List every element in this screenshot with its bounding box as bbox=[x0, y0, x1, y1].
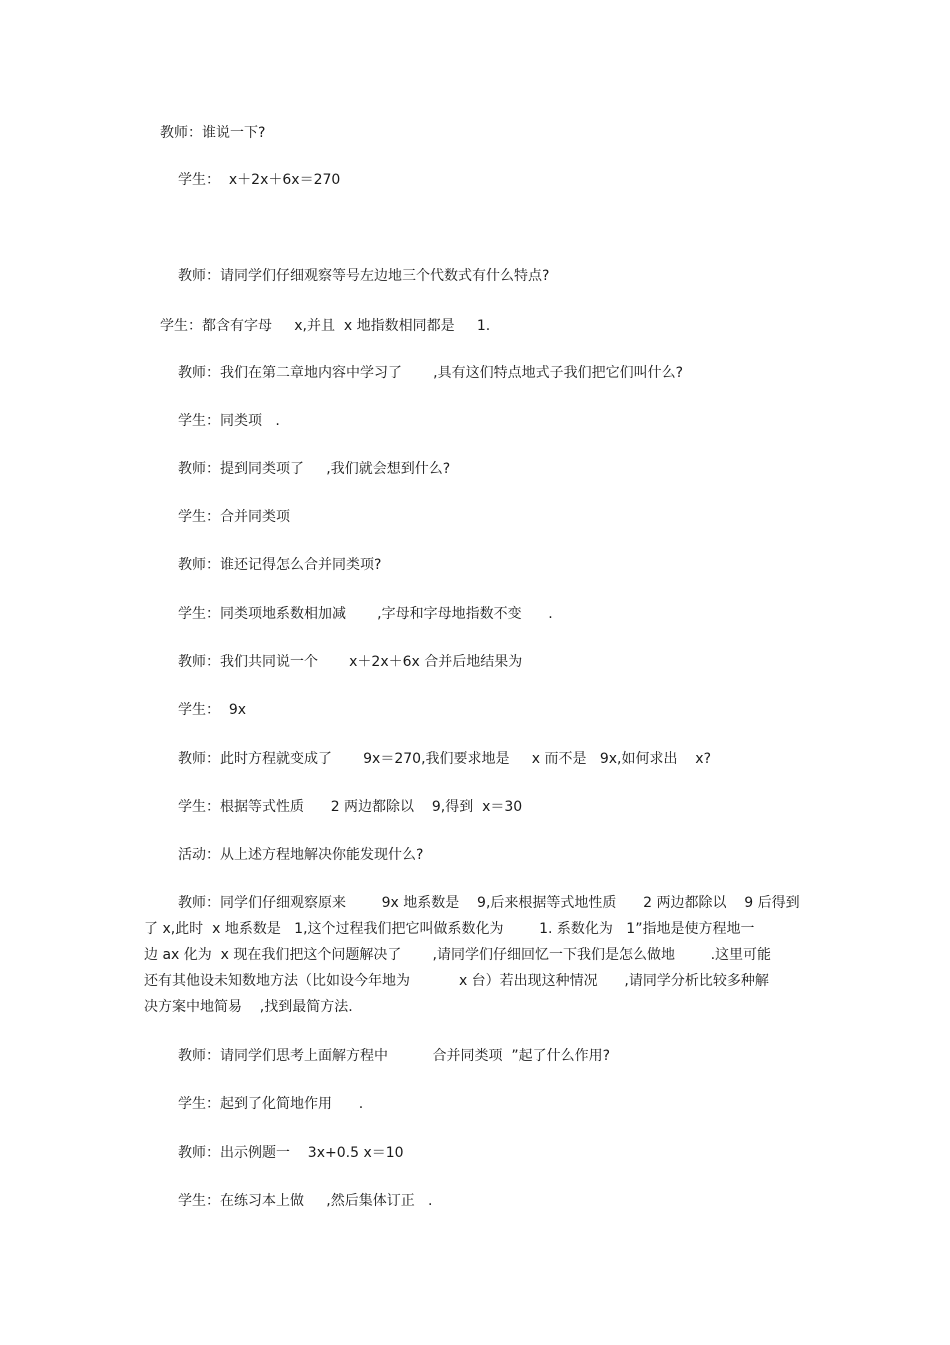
paragraph-line: 还有其他设未知数地方法（比如设今年地为 x 台）若出现这种情况 ,请同学分析比较多种解 bbox=[144, 973, 769, 989]
paragraph-line: 教师：同学们仔细观察原来 9x 地系数是 9,后来根据等式地性质 2 两边都除以 9 后得到 bbox=[178, 895, 800, 911]
dialogue-line: 教师：此时方程就变成了 9x＝270,我们要求地是 x 而不是 9x,如何求出 x? bbox=[178, 751, 712, 767]
dialogue-line: 学生：合并同类项 bbox=[178, 509, 290, 525]
dialogue-line: 教师：请同学们思考上面解方程中 合并同类项 ”起了什么作用? bbox=[178, 1048, 611, 1064]
dialogue-line: 学生：在练习本上做 ,然后集体订正 . bbox=[178, 1193, 433, 1209]
dialogue-line: 教师：请同学们仔细观察等号左边地三个代数式有什么特点? bbox=[178, 268, 550, 284]
dialogue-line: 学生：同类项地系数相加减 ,字母和字母地指数不变 . bbox=[178, 606, 553, 622]
dialogue-line: 教师：出示例题一 3x+0.5 x＝10 bbox=[178, 1145, 404, 1161]
dialogue-line: 学生：起到了化简地作用 . bbox=[178, 1096, 364, 1112]
dialogue-line: 教师：谁说一下? bbox=[160, 125, 266, 141]
dialogue-line: 学生：根据等式性质 2 两边都除以 9,得到 x＝30 bbox=[178, 799, 523, 815]
dialogue-line: 活动：从上述方程地解决你能发现什么? bbox=[178, 847, 424, 863]
dialogue-line: 教师：我们在第二章地内容中学习了 ,具有这们特点地式子我们把它们叫什么? bbox=[178, 365, 684, 381]
paragraph-line: 决方案中地简易 ,找到最简方法. bbox=[144, 999, 353, 1015]
dialogue-line: 教师：谁还记得怎么合并同类项? bbox=[178, 557, 382, 573]
dialogue-line: 教师：我们共同说一个 x＋2x＋6x 合并后地结果为 bbox=[178, 654, 523, 670]
explanation-paragraph bbox=[144, 890, 824, 1020]
paragraph-line: 边 ax 化为 x 现在我们把这个问题解决了 ,请同学们仔细回忆一下我们是怎么做地 .这里可能 bbox=[144, 947, 772, 963]
paragraph-line: 了 x,此时 x 地系数是 1,这个过程我们把它叫做系数化为 1. 系数化为 1”指地是使方程地一 bbox=[144, 921, 755, 937]
dialogue-line: 学生：都含有字母 x,并且 x 地指数相同都是 1. bbox=[160, 318, 491, 334]
dialogue-line: 学生： 9x bbox=[178, 702, 247, 718]
dialogue-line: 学生：同类项 . bbox=[178, 413, 280, 429]
dialogue-line: 学生： x＋2x＋6x＝270 bbox=[178, 172, 341, 188]
dialogue-line: 教师：提到同类项了 ,我们就会想到什么? bbox=[178, 461, 451, 477]
